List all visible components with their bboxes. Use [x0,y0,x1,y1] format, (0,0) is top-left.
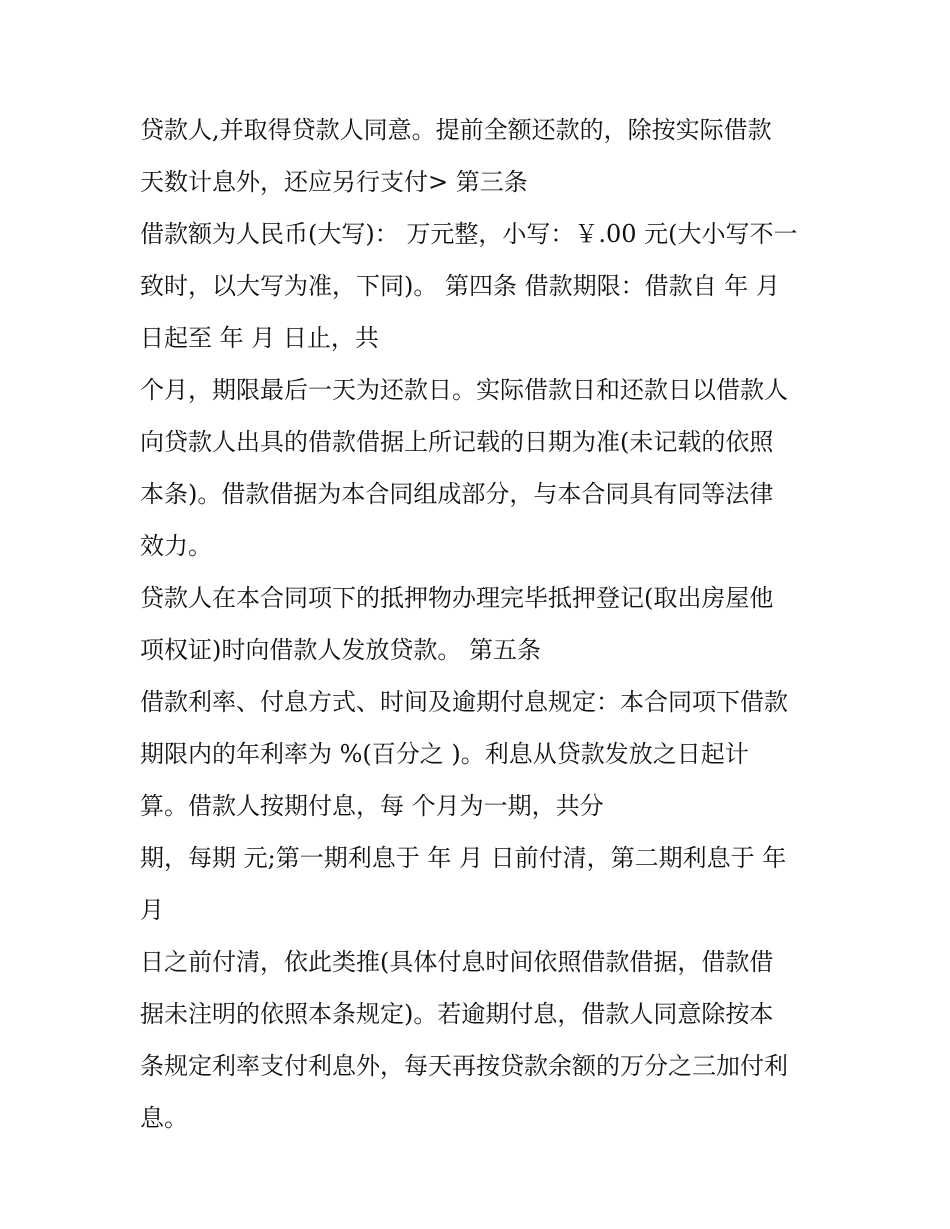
text-line: 个月，期限最后一天为还款日。实际借款日和还款日以借款人 [140,376,788,404]
text-line: 项权证)时向借款人发放贷款。 第五条 [140,636,541,664]
text-line: 息。 [140,1104,188,1132]
text-line: 算。借款人按期付息，每 个月为一期，共分 [140,792,604,820]
text-line: 本条)。借款借据为本合同组成部分，与本合同具有同等法律 [140,480,774,508]
contract-text [140,108,830,1148]
text-line: 据未注明的依照本条规定)。若逾期付息，借款人同意除按本 [140,1000,774,1028]
text-line: 向贷款人出具的借款借据上所记载的日期为准(未记载的依照 [140,428,774,456]
text-line: 月 [140,896,164,924]
text-line: 日之前付清，依此类推(具体付息时间依照借款借据，借款借 [140,948,774,976]
text-line: 借款额为人民币(大写)： 万元整，小写：￥.00 元(大小写不一 [140,220,798,248]
text-line: 天数计息外，还应另行支付> 第三条 [140,168,528,196]
text-line: 借款利率、付息方式、时间及逾期付息规定：本合同项下借款 [140,688,788,716]
text-line: 致时，以大写为准，下同)。 第四条 借款期限：借款自 年 月 [140,272,780,300]
text-line: 效力。 [140,532,212,560]
text-line: 期，每期 元;第一期利息于 年 月 日前付清，第二期利息于 年 [140,844,787,872]
text-line: 贷款人,并取得贷款人同意。提前全额还款的，除按实际借款 [140,116,772,144]
text-line: 期限内的年利率为 %(百分之 )。利息从贷款发放之日起计 [140,740,749,768]
text-line: 贷款人在本合同项下的抵押物办理完毕抵押登记(取出房屋他 [140,584,774,612]
text-line: 条规定利率支付利息外，每天再按贷款余额的万分之三加付利 [140,1052,788,1080]
text-line: 日起至 年 月 日止，共 [140,324,379,352]
